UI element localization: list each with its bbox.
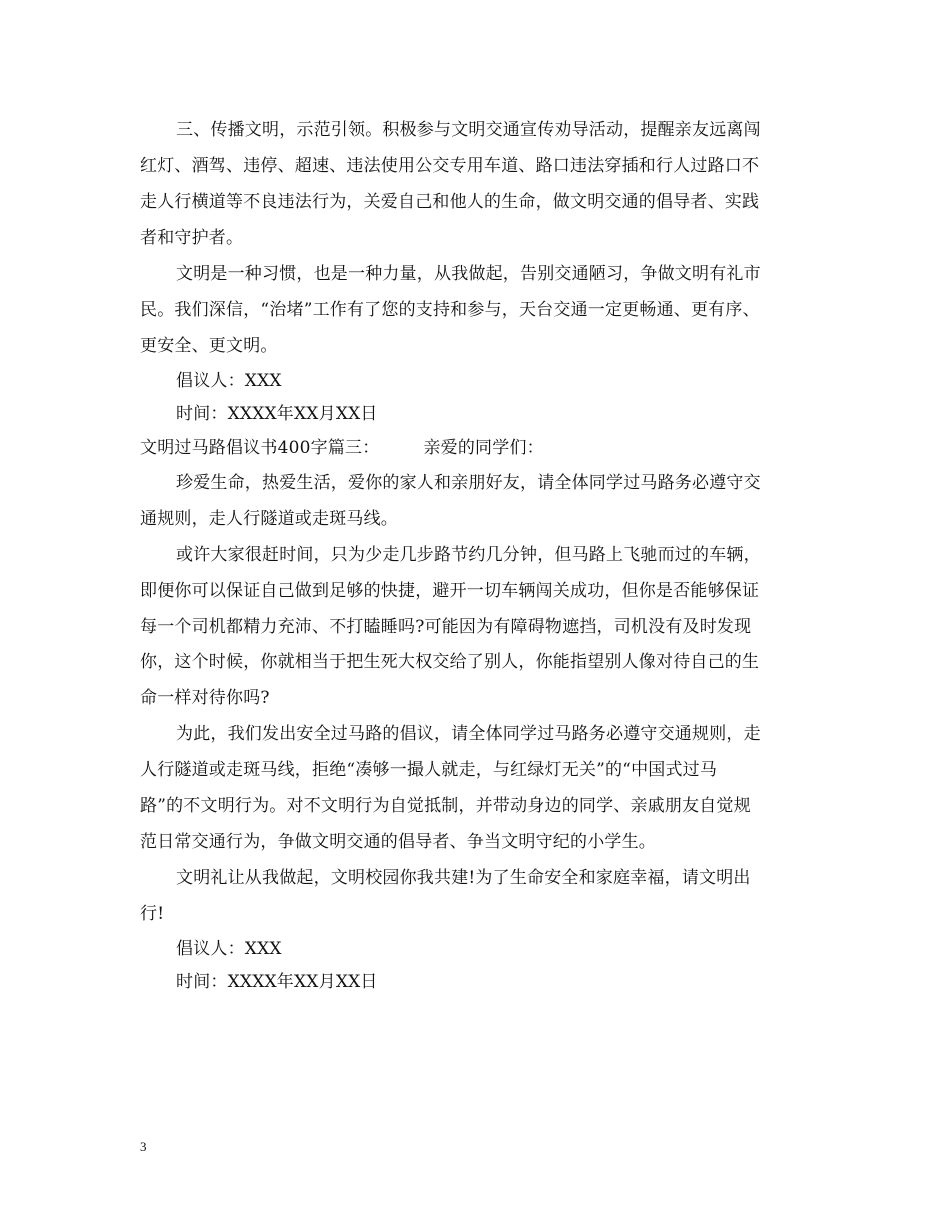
paragraph-line: 命一样对待你吗?	[140, 688, 270, 708]
paragraph-line: 即便你可以保证自己做到足够的快捷，避开一切车辆闯关成功，但你是否能够保证	[140, 581, 760, 601]
paragraph-line: 文明是一种习惯，也是一种力量，从我做起，告别交通陋习，争做文明有礼市	[176, 264, 761, 284]
paragraph-line: 珍爱生命，热爱生活，爱你的家人和亲朋好友，请全体同学过马路务必遵守交	[176, 473, 761, 493]
paragraph-line: 每一个司机都精力充沛、不打瞌睡吗?可能因为有障碍物遮挡，司机没有及时发现	[140, 617, 752, 637]
page-number: 3	[140, 1139, 147, 1154]
date-line: 时间：XXXX年XX月XX日	[176, 972, 378, 992]
paragraph-line: 行!	[140, 904, 165, 924]
section-heading-line	[140, 438, 544, 458]
salutation: 亲爱的同学们：	[423, 438, 544, 458]
paragraph-line: 走人行横道等不良违法行为，关爱自己和他人的生命，做文明交通的倡导者、实践	[140, 192, 760, 212]
section-title: 文明过马路倡议书400字篇三：	[140, 438, 380, 458]
proposer-line: 倡议人：XXX	[176, 939, 282, 959]
paragraph-line: 文明礼让从我做起，文明校园你我共建!为了生命安全和家庭幸福，请文明出	[176, 868, 751, 888]
date-line: 时间：XXXX年XX月XX日	[176, 404, 378, 424]
paragraph-line: 范日常交通行为，争做文明交通的倡导者、争当文明守纪的小学生。	[140, 832, 656, 852]
paragraph-line: 你，这个时候，你就相当于把生死大权交给了别人，你能指望别人像对待自己的生	[140, 652, 760, 672]
proposer-line: 倡议人：XXX	[176, 371, 282, 391]
paragraph-line: 红灯、酒驾、违停、超速、违法使用公交专用车道、路口违法穿插和行人过路口不	[140, 156, 760, 176]
paragraph-line: 或许大家很赶时间，只为少走几步路节约几分钟，但马路上飞驰而过的车辆，	[176, 545, 761, 565]
paragraph-line: 为此，我们发出安全过马路的倡议，请全体同学过马路务必遵守交通规则，走	[176, 724, 761, 744]
paragraph-line: 民。我们深信，“治堵”工作有了您的支持和参与，天台交通一定更畅通、更有序、	[140, 300, 760, 320]
paragraph-line: 路”的不文明行为。对不文明行为自觉抵制，并带动身边的同学、亲戚朋友自觉规	[140, 796, 751, 816]
paragraph-line: 通规则，走人行隧道或走斑马线。	[140, 509, 398, 529]
paragraph-line: 三、传播文明，示范引领。积极参与文明交通宣传劝导活动，提醒亲友远离闯	[176, 120, 761, 140]
paragraph-line: 更安全、更文明。	[140, 336, 278, 356]
paragraph-line: 人行隧道或走斑马线，拒绝“凑够一撮人就走，与红绿灯无关”的“中国式过马	[140, 760, 718, 780]
paragraph-line: 者和守护者。	[140, 228, 244, 248]
